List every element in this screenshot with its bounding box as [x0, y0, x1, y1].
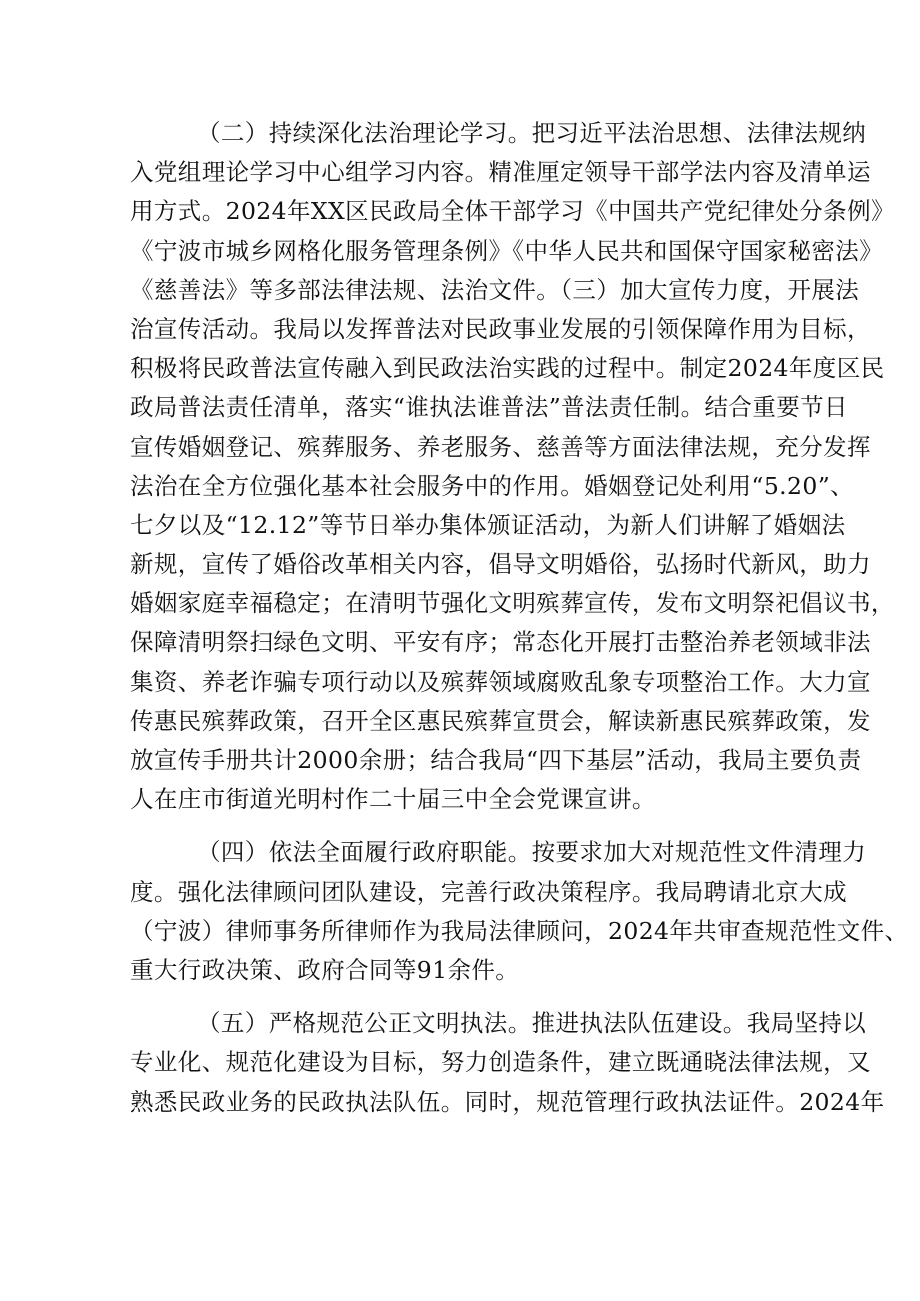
text-line: 《慈善法》等多部法律法规、法治文件。（三）加大宣传力度，开展法 [130, 275, 860, 304]
paragraph-legal-study-and-publicity [130, 114, 895, 819]
text-line: （宁波）律师事务所律师作为我局法律顾问，2024年共审查规范性文件、 [130, 916, 909, 945]
text-line: 集资、养老诈骗专项行动以及殡葬领域腐败乱象专项整治工作。大力宣 [130, 667, 871, 696]
text-line: 新规，宣传了婚俗改革相关内容，倡导文明婚俗，弘扬时代新风，助力 [130, 550, 871, 579]
text-line: 熟悉民政业务的民政执法队伍。同时，规范管理行政执法证件。2024年 [130, 1087, 885, 1116]
text-line: 放宣传手册共计2000余册；结合我局“四下基层”活动，我局主要负责 [130, 746, 862, 774]
text-line: 宣传婚姻登记、殡葬服务、养老服务、慈善等方面法律法规，充分发挥 [130, 432, 871, 461]
text-line: （五）严格规范公正文明执法。推进执法队伍建设。我局坚持以 [197, 1009, 867, 1038]
text-line: 积极将民政普法宣传融入到民政法治实践的过程中。制定2024年度区民 [130, 354, 885, 383]
text-line: 重大行政决策、政府合同等91余件。 [130, 955, 520, 984]
text-line: 传惠民殡葬政策，召开全区惠民殡葬宣贯会，解读新惠民殡葬政策，发 [130, 706, 871, 735]
text-line: 《宁波市城乡网格化服务管理条例》《中华人民共和国保守国家秘密法》 [130, 236, 884, 265]
text-line: 婚姻家庭幸福稳定；在清明节强化文明殡葬宣传，发布文明祭祀倡议书， [130, 589, 895, 618]
text-line: 七夕以及“12.12”等节日举办集体颁证活动，为新人们讲解了婚姻法 [130, 510, 846, 539]
text-line: 用方式。2024年XX区民政局全体干部学习《中国共产党纪律处分条例》 [130, 197, 895, 226]
text-line: 入党组理论学习中心组学习内容。精准厘定领导干部学法内容及清单运 [130, 158, 871, 187]
text-line: 专业化、规范化建设为目标，努力创造条件，建立既通晓法律法规，又 [130, 1048, 871, 1077]
text-line: 度。强化法律顾问团队建设，完善行政决策程序。我局聘请北京大成 [130, 877, 847, 906]
text-line: 政局普法责任清单，落实“谁执法谁普法”普法责任制。结合重要节日 [130, 393, 848, 422]
text-line: 法治在全方位强化基本社会服务中的作用。婚姻登记处利用“5.20”、 [130, 471, 855, 500]
text-line: 人在庄市街道光明村作二十届三中全会党课宣讲。 [130, 785, 656, 814]
text-line: （二）持续深化法治理论学习。把习近平法治思想、法律法规纳 [197, 119, 867, 147]
text-line: （四）依法全面履行政府职能。按要求加大对规范性文件清理力 [197, 838, 867, 867]
document-body [130, 114, 909, 1122]
text-line: 治宣传活动。我局以发挥普法对民政事业发展的引领保障作用为目标， [130, 314, 871, 343]
paragraph-law-enforcement [130, 1004, 885, 1122]
text-line: 保障清明祭扫绿色文明、平安有序；常态化开展打击整治养老领域非法 [130, 628, 871, 657]
paragraph-government-functions [130, 833, 909, 990]
